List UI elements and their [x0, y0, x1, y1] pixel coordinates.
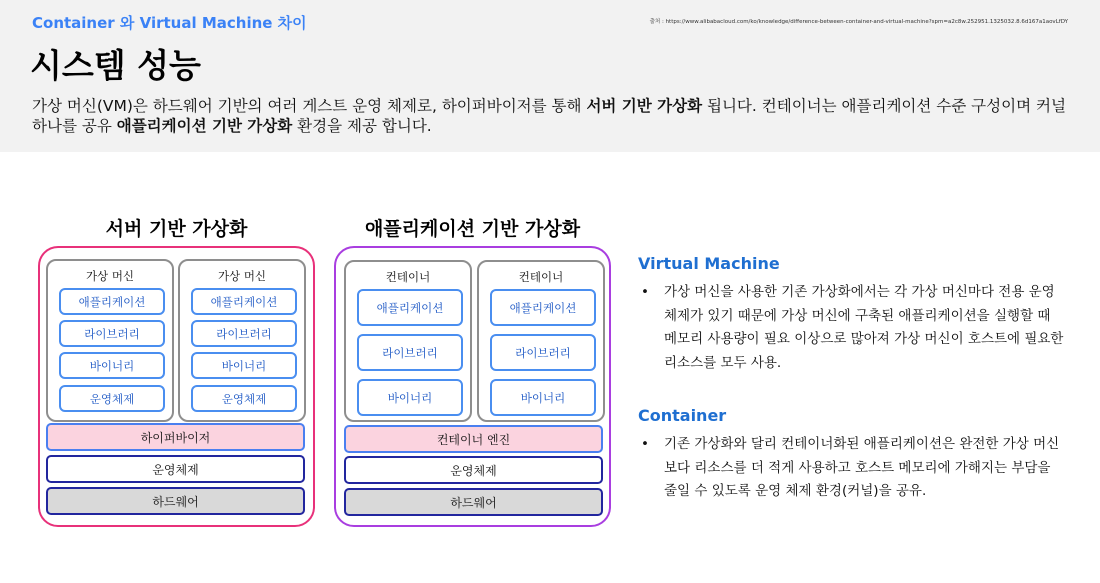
intro-bold-app: 애플리케이션 기반 가상화 [116, 117, 293, 135]
container-library-box: 라이브러리 [490, 334, 596, 371]
intro-text-3: 환경을 제공 합니다. [292, 117, 432, 135]
vm-label: 가상 머신 [85, 269, 135, 283]
container-box [344, 260, 472, 422]
vm-label: 가상 머신 [217, 269, 267, 283]
vm-section-text: 가상 머신을 사용한 기존 가상화에서는 각 가상 머신마다 전용 운영 체제가 있기 때문에 가상 머신에 구축된 애플리케이션을 실행할 때 메모리 사용량이 필요 이상으로 많아져 가상 머신이 호스트에 필요한 리소스를 모두 사용. [664, 284, 1064, 371]
host-os-layer: 운영체제 [46, 455, 305, 483]
container-section-text: 기존 가상화와 달리 컨테이너화된 애플리케이션은 완전한 가상 머신 보다 리소스를 더 적게 사용하고 호스트 메모리에 가해지는 부담을 줄일 수 있도록 운영 체제 환경(커널)을 공유. [664, 436, 1060, 499]
host-os-layer: 운영체제 [344, 456, 603, 484]
source-link[interactable]: 출처 : https://www.alibabacloud.com/ko/knowledge/difference-between-container-and-virtual-machine?spm=a2c8w.252951.1325032.8.6d167a1aovLfDY [649, 19, 1068, 25]
virtual-machine-box [46, 259, 174, 422]
vm-library-box: 라이브러리 [59, 320, 165, 347]
vm-os-box: 운영체제 [59, 385, 165, 412]
vm-library-box: 라이브러리 [191, 320, 297, 347]
hardware-layer: 하드웨어 [344, 488, 603, 516]
intro-bold-server: 서버 기반 가상화 [586, 97, 703, 115]
container-app-box: 애플리케이션 [490, 289, 596, 326]
vm-app-box: 애플리케이션 [59, 288, 165, 315]
container-section-title: Container [638, 406, 727, 425]
slide-kicker: Container 와 Virtual Machine 차이 [32, 14, 307, 32]
container-engine-layer: 컨테이너 엔진 [344, 425, 603, 453]
container-binary-box: 바이너리 [490, 379, 596, 416]
app-diagram-title: 애플리케이션 기반 가상화 [364, 218, 581, 240]
vm-binary-box: 바이너리 [191, 352, 297, 379]
vm-os-box: 운영체제 [191, 385, 297, 412]
hypervisor-layer: 하이퍼바이저 [46, 423, 305, 451]
container-library-box: 라이브러리 [357, 334, 463, 371]
intro-text-2: 됩니다. 컨테이너는 애플리케이션 수준 구성이며 커널 하나를 공유 [32, 97, 1066, 135]
bullet-dot-icon: • [641, 436, 649, 452]
server-diagram-title: 서버 기반 가상화 [105, 218, 248, 240]
vm-section-title: Virtual Machine [638, 254, 780, 273]
vm-app-box: 애플리케이션 [191, 288, 297, 315]
bullet-dot-icon: • [641, 284, 649, 300]
hardware-layer: 하드웨어 [46, 487, 305, 515]
vm-binary-box: 바이너리 [59, 352, 165, 379]
intro-text-1: 가상 머신(VM)은 하드웨어 기반의 여러 게스트 운영 체제로, 하이퍼바이저를 통해 [32, 97, 587, 115]
intro-paragraph [32, 96, 1072, 136]
container-app-box: 애플리케이션 [357, 289, 463, 326]
container-box [477, 260, 605, 422]
page-title: 시스템 성능 [30, 46, 201, 85]
virtual-machine-box [178, 259, 306, 422]
container-label: 컨테이너 [385, 270, 431, 284]
container-label: 컨테이너 [518, 270, 564, 284]
container-binary-box: 바이너리 [357, 379, 463, 416]
